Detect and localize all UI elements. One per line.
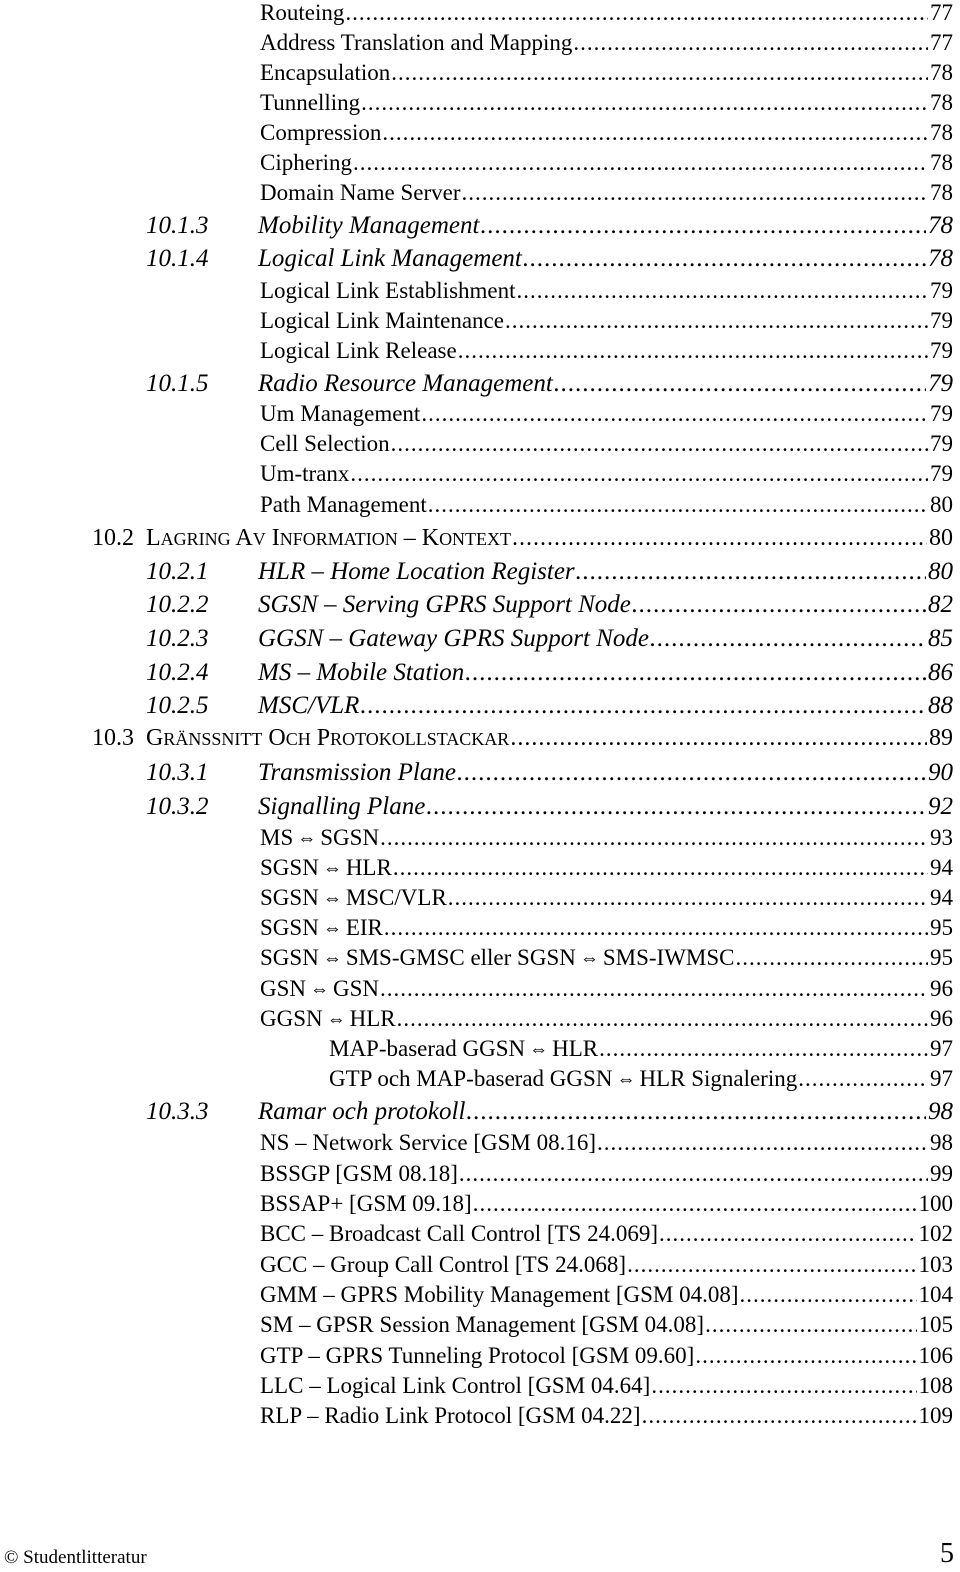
dot-leader xyxy=(345,0,928,26)
dot-leader xyxy=(465,659,926,688)
toc-entry-page: 79 xyxy=(930,338,953,363)
bidirectional-arrow-icon: ⇔ xyxy=(322,948,342,969)
toc-entry xyxy=(260,825,953,851)
toc-entry xyxy=(260,1006,953,1032)
toc-entry xyxy=(260,915,953,941)
toc-entry-page: 85 xyxy=(928,625,953,652)
toc-entry-number: 10.1.4 xyxy=(146,245,209,272)
toc-entry-page: 86 xyxy=(928,659,953,686)
toc-entry xyxy=(260,945,953,971)
dot-leader xyxy=(426,793,926,822)
toc-entry-page: 82 xyxy=(928,591,953,618)
toc-entry-number: 10.2 xyxy=(92,525,134,551)
toc-entry-page: 78 xyxy=(930,120,953,145)
bidirectional-arrow-icon: ⇔ xyxy=(297,828,317,849)
toc-entry-title: Encapsulation xyxy=(260,60,391,85)
toc-entry-title xyxy=(260,885,447,911)
dot-leader xyxy=(393,855,928,881)
toc-entry-page: 79 xyxy=(930,278,953,303)
toc-entry-page: 109 xyxy=(918,1403,953,1428)
toc-entry xyxy=(260,431,953,457)
toc-entry xyxy=(260,1312,953,1338)
toc-entry-title: SM – GPSR Session Management [GSM 04.08] xyxy=(260,1312,705,1337)
toc-entry-page: 99 xyxy=(930,1161,953,1186)
toc-entry-part: MSC/VLR xyxy=(345,885,447,910)
toc-entry-part: HLR xyxy=(345,855,392,880)
toc-entry-title: Transmission Plane xyxy=(258,759,456,786)
toc-entry xyxy=(92,525,953,553)
toc-entry-page: 96 xyxy=(930,1006,953,1031)
toc-entry xyxy=(329,1036,953,1062)
toc-entry-page: 88 xyxy=(928,692,953,719)
toc-entry xyxy=(260,1130,953,1156)
dot-leader xyxy=(642,1403,917,1429)
bidirectional-arrow-icon: ⇔ xyxy=(529,1039,549,1060)
toc-entry xyxy=(260,401,953,427)
toc-entry xyxy=(260,308,953,334)
toc-entry xyxy=(260,885,953,911)
dot-leader xyxy=(597,1130,928,1156)
toc-entry-page: 79 xyxy=(930,308,953,333)
dot-leader xyxy=(428,492,928,518)
dot-leader xyxy=(599,1036,928,1062)
toc-entry-title xyxy=(260,945,735,971)
toc-entry-page: 78 xyxy=(928,245,953,272)
toc-entry-title: Tunnelling xyxy=(260,90,361,115)
toc-entry xyxy=(146,245,953,274)
dot-leader xyxy=(523,245,926,274)
dot-leader xyxy=(505,308,928,334)
dot-leader xyxy=(554,370,926,399)
toc-entry-page: 78 xyxy=(930,60,953,85)
dot-leader xyxy=(350,461,928,487)
toc-entry xyxy=(260,338,953,364)
toc-entry xyxy=(92,725,953,753)
toc-entry-page: 78 xyxy=(930,90,953,115)
toc-entry-part: MS xyxy=(260,825,294,850)
toc-entry-title: SGSN – Serving GPRS Support Node xyxy=(258,591,631,618)
bidirectional-arrow-icon: ⇔ xyxy=(310,979,330,1000)
toc-entry-part: GTP och MAP-baserad GGSN xyxy=(329,1066,613,1091)
toc-entry-page: 100 xyxy=(918,1191,953,1216)
toc-entry-title: Logical Link Management xyxy=(258,245,522,272)
dot-leader xyxy=(659,1221,916,1247)
toc-entry-title: Logical Link Release xyxy=(260,338,457,363)
toc-entry-part: HLR Signalering xyxy=(639,1066,798,1091)
dot-leader xyxy=(480,212,926,241)
toc-entry xyxy=(260,1282,953,1308)
toc-entry-page: 97 xyxy=(930,1036,953,1061)
toc-entry xyxy=(146,759,953,788)
toc-entry-title xyxy=(329,1036,598,1062)
dot-leader xyxy=(448,885,928,911)
toc-entry xyxy=(260,1161,953,1187)
toc-entry-title: Compression xyxy=(260,120,382,145)
toc-entry xyxy=(260,1221,953,1247)
toc-entry-title: MSC/VLR xyxy=(258,692,360,719)
toc-entry xyxy=(146,370,953,399)
toc-entry-page: 79 xyxy=(930,401,953,426)
toc-entry xyxy=(146,692,953,721)
toc-entry-title: RLP – Radio Link Protocol [GSM 04.22] xyxy=(260,1403,641,1428)
toc-entry-page: 78 xyxy=(930,180,953,205)
toc-entry-part: MAP-baserad GGSN xyxy=(329,1036,526,1061)
dot-leader xyxy=(466,1098,926,1127)
dot-leader xyxy=(510,725,927,753)
dot-leader xyxy=(651,1373,916,1399)
toc-entry-title: Um-tranx xyxy=(260,461,350,486)
toc-entry-title: BSSGP [GSM 08.18] xyxy=(260,1161,458,1186)
dot-leader xyxy=(798,1066,928,1092)
dot-leader xyxy=(361,90,928,116)
toc-entry-page: 108 xyxy=(918,1373,953,1398)
toc-entry-title-text: LAGRING AV INFORMATION – KONTEXT xyxy=(146,525,512,551)
toc-entry-number: 10.3 xyxy=(92,725,134,751)
dot-leader xyxy=(705,1312,916,1338)
toc-entry-title: Address Translation and Mapping xyxy=(260,30,573,55)
toc-entry-number: 10.3.2 xyxy=(146,793,209,820)
toc-entry xyxy=(260,1403,953,1429)
toc-entry-part: EIR xyxy=(345,915,383,940)
toc-entry-number: 10.2.5 xyxy=(146,692,209,719)
toc-entry xyxy=(260,1373,953,1399)
toc-entry xyxy=(260,90,953,116)
toc-entry-page: 93 xyxy=(930,825,953,850)
toc-entry xyxy=(260,30,953,56)
toc-entry xyxy=(260,60,953,86)
toc-entry-title: Logical Link Establishment xyxy=(260,278,516,303)
toc-entry xyxy=(146,558,953,587)
toc-entry-title: BCC – Broadcast Call Control [TS 24.069] xyxy=(260,1221,659,1246)
toc-entry-title: Ramar och protokoll xyxy=(258,1098,466,1125)
dot-leader xyxy=(650,625,926,654)
toc-entry-page: 80 xyxy=(930,492,953,517)
toc-entry-page: 98 xyxy=(930,1130,953,1155)
toc-entry xyxy=(260,1191,953,1217)
dot-leader xyxy=(627,1252,916,1278)
toc-entry-title: Ciphering xyxy=(260,150,352,175)
toc-entry-title xyxy=(146,525,511,553)
toc-entry-page: 77 xyxy=(930,0,953,25)
toc-entry xyxy=(260,1343,953,1369)
dot-leader xyxy=(517,278,928,304)
toc-entry-title: BSSAP+ [GSM 09.18] xyxy=(260,1191,472,1216)
bidirectional-arrow-icon: ⇔ xyxy=(616,1069,636,1090)
toc-entry-part: SGSN xyxy=(320,825,380,850)
toc-entry-page: 78 xyxy=(928,212,953,239)
bidirectional-arrow-icon: ⇔ xyxy=(579,948,599,969)
dot-leader xyxy=(736,945,928,971)
dot-leader xyxy=(457,759,926,788)
toc-entry-title: Routeing xyxy=(260,0,345,25)
toc-entry-number: 10.2.1 xyxy=(146,558,209,585)
toc-entry xyxy=(260,180,953,206)
toc-entry xyxy=(260,1252,953,1278)
bidirectional-arrow-icon: ⇔ xyxy=(326,1009,346,1030)
toc-entry-number: 10.2.2 xyxy=(146,591,209,618)
toc-entry-title: LLC – Logical Link Control [GSM 04.64] xyxy=(260,1373,651,1398)
toc-entry-page: 94 xyxy=(930,855,953,880)
dot-leader xyxy=(740,1282,917,1308)
dot-leader xyxy=(695,1343,916,1369)
toc-entry-page: 77 xyxy=(930,30,953,55)
dot-leader xyxy=(353,150,928,176)
bidirectional-arrow-icon: ⇔ xyxy=(322,858,342,879)
toc-entry xyxy=(260,492,953,518)
toc-entry-title xyxy=(146,725,509,753)
dot-leader xyxy=(576,558,926,587)
dot-leader xyxy=(512,525,927,553)
toc-entry-title-text: GRÄNSSNITT OCH PROTOKOLLSTACKAR xyxy=(146,725,510,751)
toc-entry-title: Logical Link Maintenance xyxy=(260,308,504,333)
toc-entry-title: GCC – Group Call Control [TS 24.068] xyxy=(260,1252,627,1277)
toc-entry-page: 89 xyxy=(929,725,953,751)
toc-entry xyxy=(260,278,953,304)
toc-entry-title: MS – Mobile Station xyxy=(258,659,465,686)
toc-entry-title: Mobility Management xyxy=(258,212,480,239)
dot-leader xyxy=(458,338,928,364)
toc-entry-title: Um Management xyxy=(260,401,421,426)
toc-entry-title xyxy=(260,1006,396,1032)
toc-entry-part: SMS-GMSC eller SGSN xyxy=(345,945,576,970)
toc-entry-page: 95 xyxy=(930,915,953,940)
toc-entry-number: 10.1.3 xyxy=(146,212,209,239)
toc-entry xyxy=(260,0,953,26)
toc-entry xyxy=(146,793,953,822)
toc-entry-page: 97 xyxy=(930,1066,953,1091)
toc-entry-page: 78 xyxy=(930,150,953,175)
toc-entry xyxy=(146,659,953,688)
dot-leader xyxy=(421,401,928,427)
toc-entry-part: SGSN xyxy=(260,945,319,970)
toc-entry-title: Path Management xyxy=(260,492,427,517)
toc-entry-title xyxy=(260,825,379,851)
toc-entry-number: 10.2.3 xyxy=(146,625,209,652)
toc-entry xyxy=(146,212,953,241)
toc-entry-page: 90 xyxy=(928,759,953,786)
toc-entry-title: GTP – GPRS Tunneling Protocol [GSM 09.60] xyxy=(260,1343,695,1368)
toc-entry-title: Radio Resource Management xyxy=(258,370,553,397)
toc-entry-page: 98 xyxy=(928,1098,953,1125)
dot-leader xyxy=(380,976,928,1002)
toc-entry-page: 80 xyxy=(929,525,953,551)
toc-entry xyxy=(260,461,953,487)
toc-entry-title: GMM – GPRS Mobility Management [GSM 04.08] xyxy=(260,1282,739,1307)
publisher-footer: © Studentlitteratur xyxy=(4,1547,147,1568)
dot-leader xyxy=(380,825,928,851)
toc-entry-part: GSN xyxy=(260,976,307,1001)
toc-entry-title: Cell Selection xyxy=(260,431,390,456)
toc-entry-title xyxy=(260,976,379,1002)
toc-entry-part: GGSN xyxy=(260,1006,323,1031)
dot-leader xyxy=(360,692,926,721)
toc-entry-page: 106 xyxy=(918,1343,953,1368)
dot-leader xyxy=(384,915,928,941)
toc-entry-part: SGSN xyxy=(260,915,319,940)
toc-entry-page: 95 xyxy=(930,945,953,970)
toc-entry-title: NS – Network Service [GSM 08.16] xyxy=(260,1130,597,1155)
toc-entry-page: 102 xyxy=(918,1221,953,1246)
toc-entry-title: Signalling Plane xyxy=(258,793,426,820)
page-number: 5 xyxy=(940,1538,954,1569)
toc-entry-page: 104 xyxy=(918,1282,953,1307)
toc-entry-page: 94 xyxy=(930,885,953,910)
toc-entry-part: HLR xyxy=(552,1036,599,1061)
toc-entry xyxy=(329,1066,953,1092)
toc-entry-title: HLR – Home Location Register xyxy=(258,558,575,585)
dot-leader xyxy=(382,120,928,146)
toc-entry-part: SGSN xyxy=(260,885,319,910)
toc-entry-title: GGSN – Gateway GPRS Support Node xyxy=(258,625,649,652)
toc-entry-title xyxy=(329,1066,797,1092)
bidirectional-arrow-icon: ⇔ xyxy=(322,888,342,909)
toc-entry-number: 10.2.4 xyxy=(146,659,209,686)
dot-leader xyxy=(573,30,928,56)
dot-leader xyxy=(632,591,926,620)
toc-entry-part: SGSN xyxy=(260,855,319,880)
dot-leader xyxy=(391,60,928,86)
toc-entry-part: HLR xyxy=(349,1006,396,1031)
toc-entry-page: 79 xyxy=(930,461,953,486)
toc-entry-part: GSN xyxy=(333,976,380,1001)
dot-leader xyxy=(473,1191,917,1217)
toc-entry-number: 10.3.1 xyxy=(146,759,209,786)
toc-entry xyxy=(146,625,953,654)
bidirectional-arrow-icon: ⇔ xyxy=(322,918,342,939)
toc-entry-number: 10.3.3 xyxy=(146,1098,209,1125)
toc-entry xyxy=(260,976,953,1002)
dot-leader xyxy=(462,180,928,206)
dot-leader xyxy=(459,1161,928,1187)
toc-entry-page: 79 xyxy=(930,431,953,456)
dot-leader xyxy=(391,431,928,457)
toc-entry-number: 10.1.5 xyxy=(146,370,209,397)
toc-entry-page: 103 xyxy=(918,1252,953,1277)
toc-entry-page: 96 xyxy=(930,976,953,1001)
toc-entry-page: 92 xyxy=(928,793,953,820)
toc-entry xyxy=(146,591,953,620)
dot-leader xyxy=(397,1006,928,1032)
toc-entry xyxy=(146,1098,953,1127)
toc-entry-page: 79 xyxy=(928,370,953,397)
toc-entry-part: SMS-IWMSC xyxy=(602,945,735,970)
toc-entry-title xyxy=(260,855,392,881)
toc-entry-title xyxy=(260,915,383,941)
toc-entry xyxy=(260,150,953,176)
toc-entry xyxy=(260,855,953,881)
toc-entry-page: 80 xyxy=(928,558,953,585)
toc-entry-title: Domain Name Server xyxy=(260,180,461,205)
toc-entry xyxy=(260,120,953,146)
toc-entry-page: 105 xyxy=(918,1312,953,1337)
